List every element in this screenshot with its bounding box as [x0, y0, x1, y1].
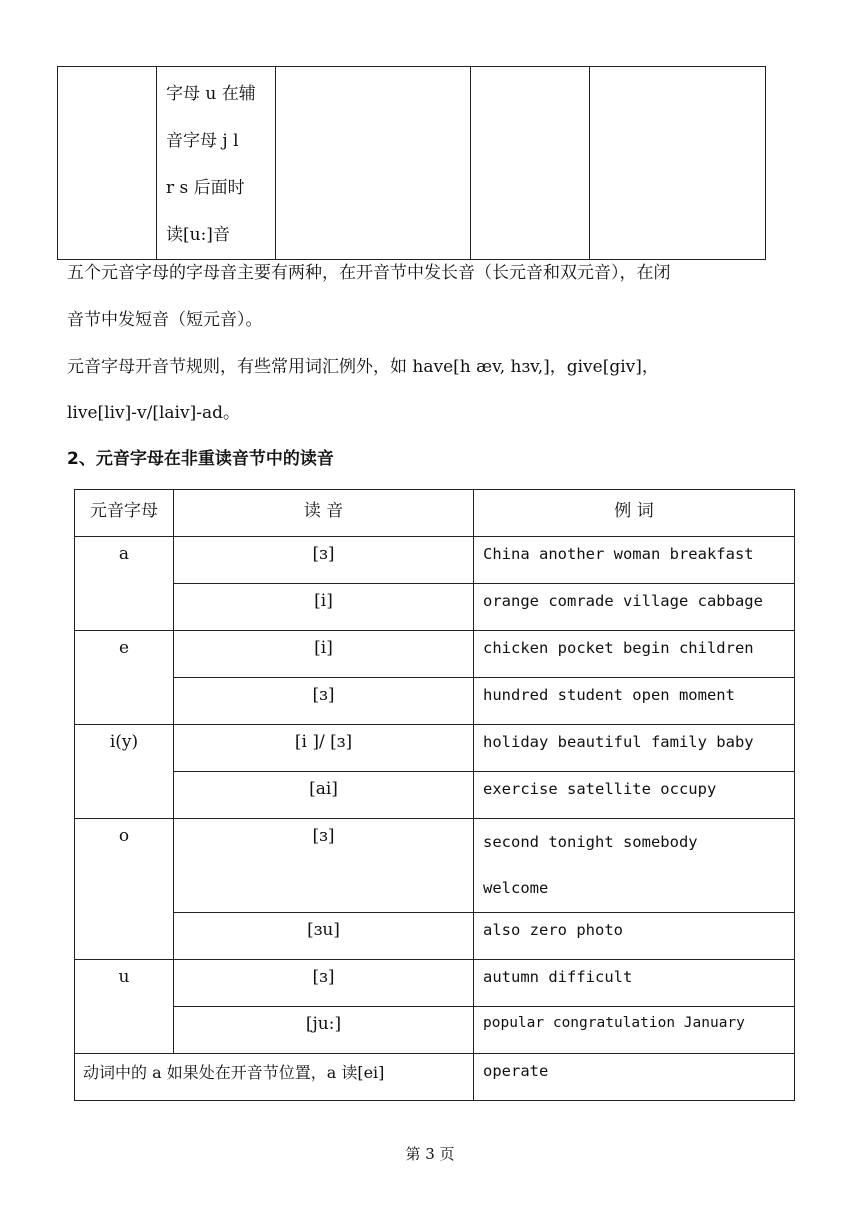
vowel-letter: o [75, 819, 174, 960]
table-row [75, 537, 795, 584]
section-heading: 2、元音字母在非重读音节中的读音 [67, 449, 334, 469]
example-cell: China another woman breakfast [474, 537, 795, 584]
example-cell: orange comrade village cabbage [474, 584, 795, 631]
sound-cell: [ɜ] [174, 678, 474, 725]
vowel-letter: a [75, 537, 174, 631]
paragraph-line: 五个元音字母的字母音主要有两种，在开音节中发长音（长元音和双元音），在闭 [67, 263, 671, 283]
paragraph-line: live[liv]-v/[laiv]-ad。 [67, 403, 240, 423]
empty-cell [58, 67, 157, 260]
rule-line: 读[u:]音 [166, 225, 230, 245]
sound-cell: [ɜu] [174, 913, 474, 960]
header-vowel: 元音字母 [75, 490, 174, 537]
table-header-row [75, 490, 795, 537]
table-row [75, 1054, 795, 1101]
vowel-pronunciation-table [74, 489, 795, 1101]
paragraph-line: 元音字母开音节规则，有些常用词汇例外，如 have[h æv, hɜv,]，give[giv]， [67, 357, 659, 377]
page-number: 第 3 页 [405, 1145, 455, 1163]
example-cell [474, 819, 795, 913]
table-row [75, 1007, 795, 1054]
sound-cell: [ɜ] [174, 819, 474, 913]
example-cell: popular congratulation January [474, 1007, 795, 1054]
vowel-letter: i(y) [75, 725, 174, 819]
empty-cell [590, 67, 766, 260]
rule-cell: 动词中的 a 如果处在开音节位置，a 读[ei] [75, 1054, 474, 1101]
sound-cell: [i] [174, 631, 474, 678]
table-row [75, 819, 795, 913]
table-row [75, 772, 795, 819]
paragraph-line: 音节中发短音（短元音）。 [67, 310, 263, 330]
table-row [75, 725, 795, 772]
example-cell: also zero photo [474, 913, 795, 960]
sound-cell: [ɜ] [174, 960, 474, 1007]
example-cell: autumn difficult [474, 960, 795, 1007]
sound-cell: [ai] [174, 772, 474, 819]
example-line: welcome [483, 879, 549, 897]
example-cell: chicken pocket begin children [474, 631, 795, 678]
example-cell: exercise satellite occupy [474, 772, 795, 819]
table-row [75, 960, 795, 1007]
empty-cell [276, 67, 471, 260]
sound-cell: [i] [174, 584, 474, 631]
rule-cell [157, 67, 276, 260]
continuation-table [57, 66, 766, 260]
rule-line: r s 后面时 [166, 178, 245, 198]
sound-cell: [ɜ] [174, 537, 474, 584]
sound-cell: [i ]/ [ɜ] [174, 725, 474, 772]
example-cell: hundred student open moment [474, 678, 795, 725]
vowel-letter: u [75, 960, 174, 1054]
empty-cell [471, 67, 590, 260]
table-row [75, 678, 795, 725]
table-row [75, 631, 795, 678]
table-row [75, 913, 795, 960]
header-sound: 读 音 [174, 490, 474, 537]
example-cell: holiday beautiful family baby [474, 725, 795, 772]
sound-cell: [ju:] [174, 1007, 474, 1054]
table-row [75, 584, 795, 631]
vowel-letter: e [75, 631, 174, 725]
header-examples: 例 词 [474, 490, 795, 537]
rule-line: 字母 u 在辅 [166, 84, 256, 104]
example-cell: operate [474, 1054, 795, 1101]
rule-line: 音字母 j l [166, 131, 239, 151]
example-line: second tonight somebody [483, 833, 698, 851]
